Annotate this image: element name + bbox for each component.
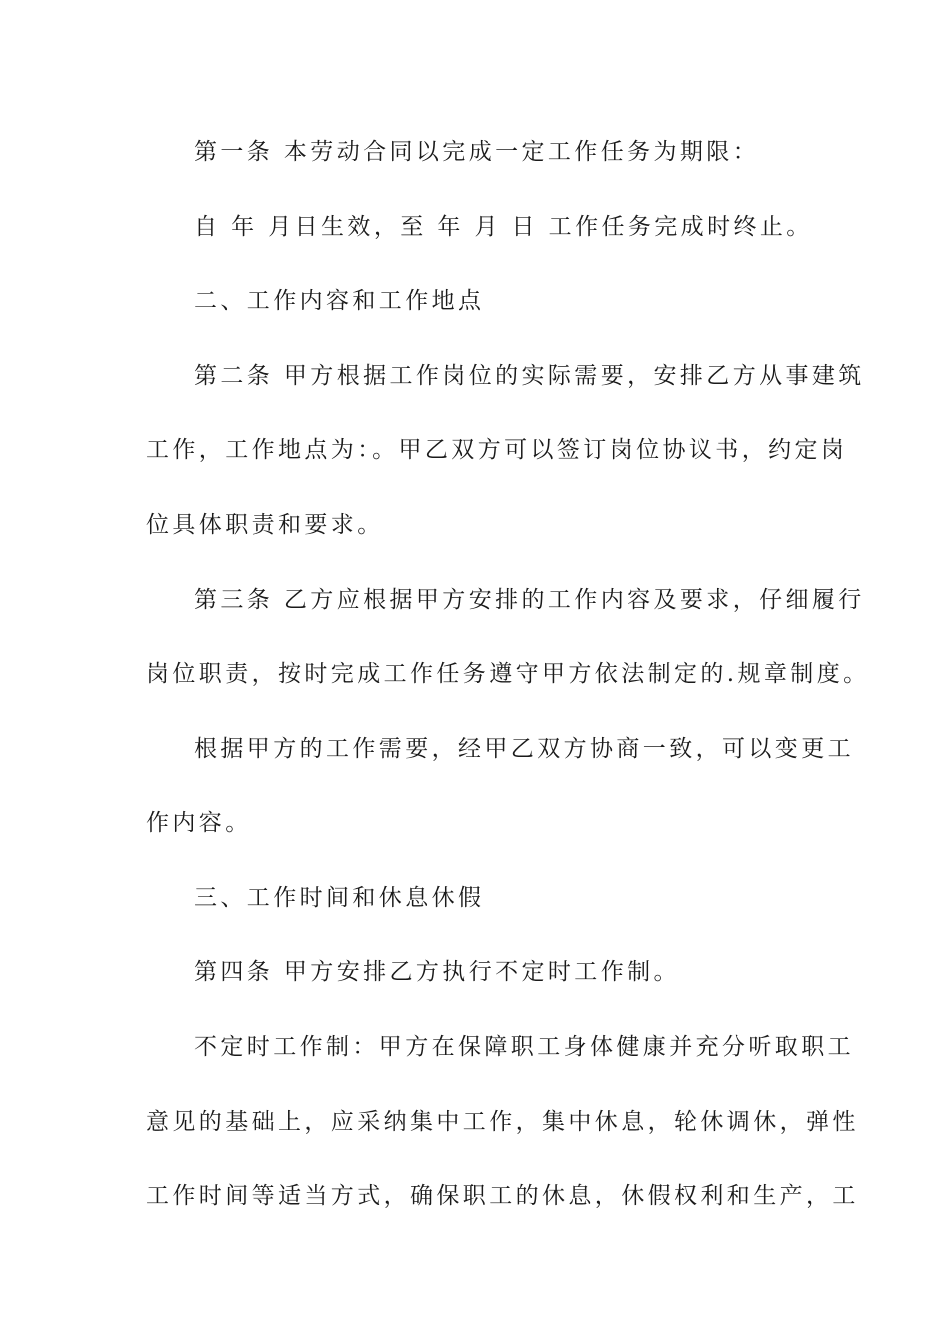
- term-dates-line: 自 年 月日生效，至 年 月 日 工作任务完成时终止。: [194, 214, 813, 240]
- section-2-heading: 二、工作内容和工作地点: [194, 288, 485, 314]
- article-3-line-1: 第三条 乙方应根据甲方安排的工作内容及要求，仔细履行: [194, 587, 865, 613]
- article-2-line-1: 第二条 甲方根据工作岗位的实际需要，安排乙方从事建筑: [194, 363, 865, 389]
- article-4-line: 第四条 甲方安排乙方执行不定时工作制。: [194, 959, 680, 985]
- flexible-hours-line-1: 不定时工作制：甲方在保障职工身体健康并充分听取职工: [194, 1034, 854, 1060]
- flexible-hours-line-3: 工作时间等适当方式，确保职工的休息，休假权利和生产，工: [146, 1183, 859, 1209]
- article-3-line-2: 岗位职责，按时完成工作任务遵守甲方依法制定的.规章制度。: [146, 661, 870, 687]
- flexible-hours-line-2: 意见的基础上，应采纳集中工作，集中休息，轮休调休，弹性: [146, 1109, 859, 1135]
- article-2-line-2: 工作，工作地点为：。甲乙双方可以签订岗位协议书，约定岗: [146, 437, 848, 463]
- change-work-line-1: 根据甲方的工作需要，经甲乙双方协商一致，可以变更工: [194, 736, 854, 762]
- change-work-line-2: 作内容。: [146, 810, 252, 836]
- section-3-heading: 三、工作时间和休息休假: [194, 885, 485, 911]
- article-1-line: 第一条 本劳动合同以完成一定工作任务为期限：: [194, 139, 760, 165]
- article-2-line-3: 位具体职责和要求。: [146, 512, 384, 538]
